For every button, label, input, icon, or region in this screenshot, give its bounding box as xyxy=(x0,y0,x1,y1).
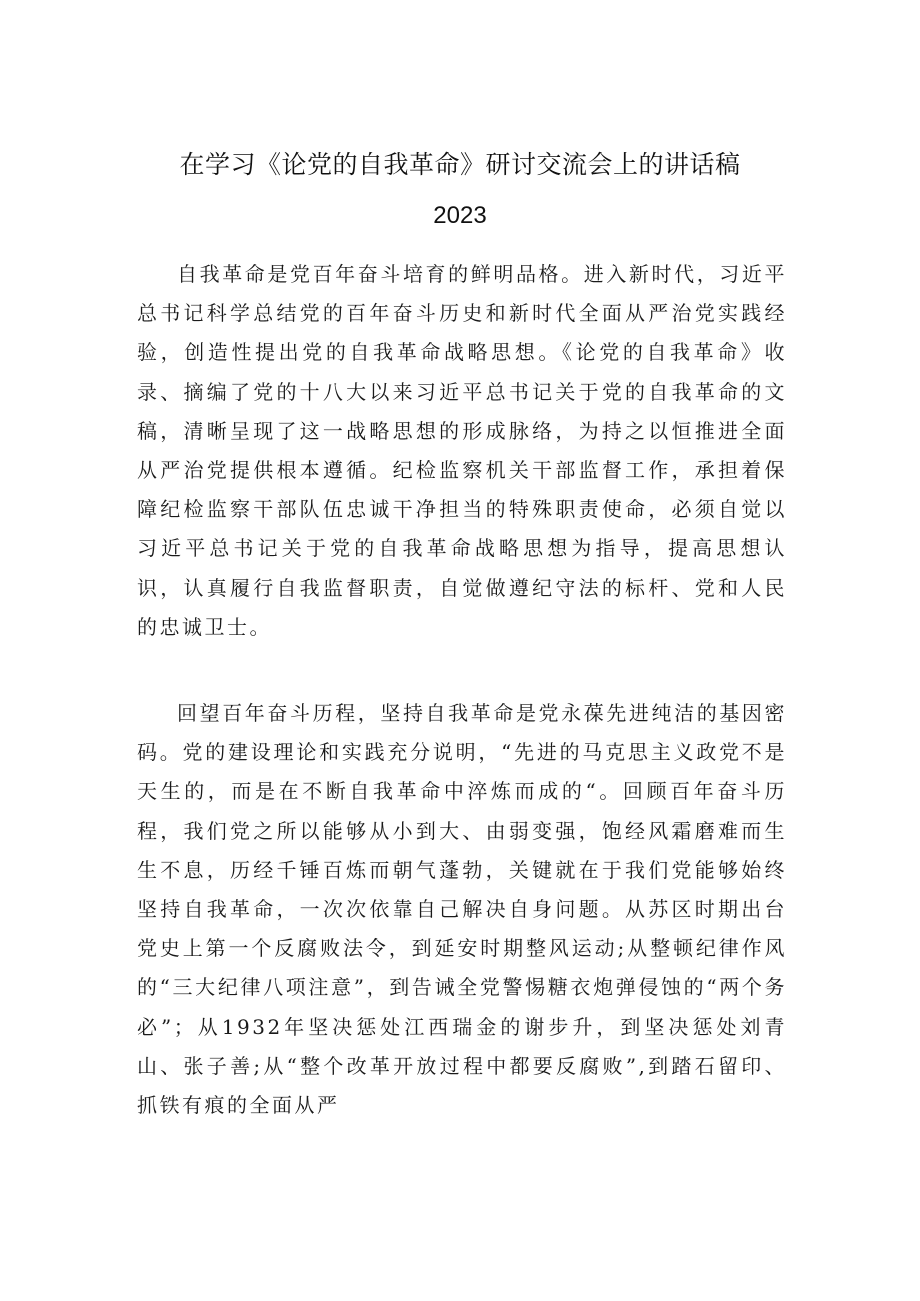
paragraph-1: 自我革命是党百年奋斗培育的鲜明品格。进入新时代，习近平总书记科学总结党的百年奋斗历史和新时代全面从严治党实践经验，创造性提出党的自我革命战略思想。《论党的自我革命》收录、摘编了党的十八大以来习近平总书记关于党的自我革命的文稿，清晰呈现了这一战略思想的形成脉络，为持之以恒推进全面从严治党提供根本遵循。纪检监察机关干部监督工作，承担着保障纪检监察干部队伍忠诚干净担当的特殊职责使命，必须自觉以习近平总书记关于党的自我革命战略思想为指导，提高思想认识，认真履行自我监督职责，自觉做遵纪守法的标杆、党和人民的忠诚卫士。 xyxy=(137,262,787,639)
paragraph-2: 回望百年奋斗历程，坚持自我革命是党永葆先进纯洁的基因密码。党的建设理论和实践充分说明，“先进的马克思主义政党不是天生的，而是在不断自我革命中淬炼而成的“。回顾百年奋斗历程，我们党之所以能够从小到大、由弱变强，饱经风霜磨难而生生不息，历经千锤百炼而朝气蓬勃，关键就在于我们党能够始终坚持自我革命，一次次依靠自己解决自身问题。从苏区时期出台党史上第一个反腐败法令，到延安时期整风运动;从整顿纪律作风的“三大纪律八项注意”，到告诫全党警惕糖衣炮弹侵蚀的“两个务必”；从1932年坚决惩处江西瑞金的谢步升，到坚决惩处刘青山、张子善;从“整个改革开放过程中都要反腐败”,到踏石留印、抓铁有痕的全面从严 xyxy=(137,701,787,1118)
document-year: 2023 xyxy=(433,202,487,229)
document-title: 在学习《论党的自我革命》研讨交流会上的讲话稿 xyxy=(179,150,741,179)
